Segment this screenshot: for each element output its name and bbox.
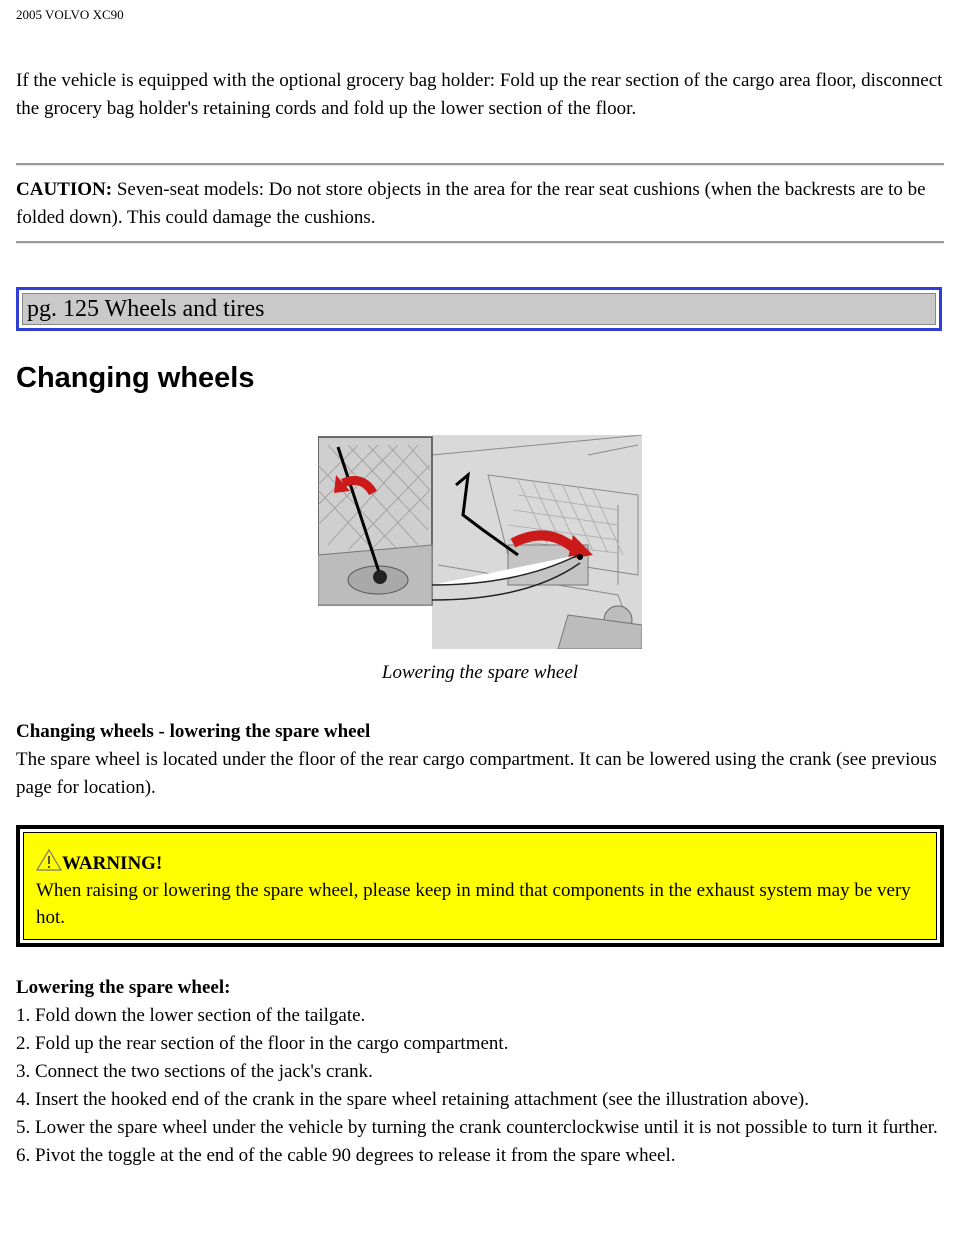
warning-content [23,832,937,940]
caution-paragraph [16,176,946,232]
divider [16,163,944,166]
subsection [16,718,946,802]
intro-paragraph: If the vehicle is equipped with the optional grocery bag holder: Fold up the rear section of the cargo area floor, disconnect the grocery bag holder's retaining cords and fold up the lower section of the floor. [16,70,943,119]
step-item: 1. Fold down the lower section of the tailgate. [16,1005,366,1026]
warning-triangle-icon [36,849,62,871]
step-item: 4. Insert the hooked end of the crank in the spare wheel retaining attachment (see the illustration above). [16,1089,809,1110]
warning-title: WARNING! [62,853,163,874]
page-header: 2005 VOLVO XC90 [16,7,124,22]
caution-label: CAUTION: [16,179,113,200]
figure-caption: Lowering the spare wheel [381,662,579,683]
spare-wheel-illustration [318,435,642,649]
page-title: Changing wheels [16,362,255,394]
step-item: 5. Lower the spare wheel under the vehicle by turning the crank counterclockwise until it is not possible to turn it further. [16,1117,938,1138]
warning-text: When raising or lowering the spare wheel, please keep in mind that components in the exhaust system may be very hot. [36,880,911,928]
section-title: pg. 125 Wheels and tires [22,293,936,325]
steps-section [16,974,946,1170]
subsection-text: The spare wheel is located under the floor of the rear cargo compartment. It can be lowered using the crank (see previous page for location). [16,749,937,798]
warning-box [16,825,944,947]
caution-text: Seven-seat models: Do not store objects in the area for the rear seat cushions (when the backrests are to be folded down). This could damage the cushions. [16,179,926,228]
step-item: 3. Connect the two sections of the jack's crank. [16,1061,373,1082]
section-header [16,287,942,331]
warning-header [36,849,926,877]
subsection-title: Changing wheels - lowering the spare wheel [16,721,371,742]
step-item: 2. Fold up the rear section of the floor in the cargo compartment. [16,1033,509,1054]
divider [16,241,944,244]
step-item: 6. Pivot the toggle at the end of the cable 90 degrees to release it from the spare wheel. [16,1145,676,1166]
steps-title: Lowering the spare wheel: [16,977,231,998]
